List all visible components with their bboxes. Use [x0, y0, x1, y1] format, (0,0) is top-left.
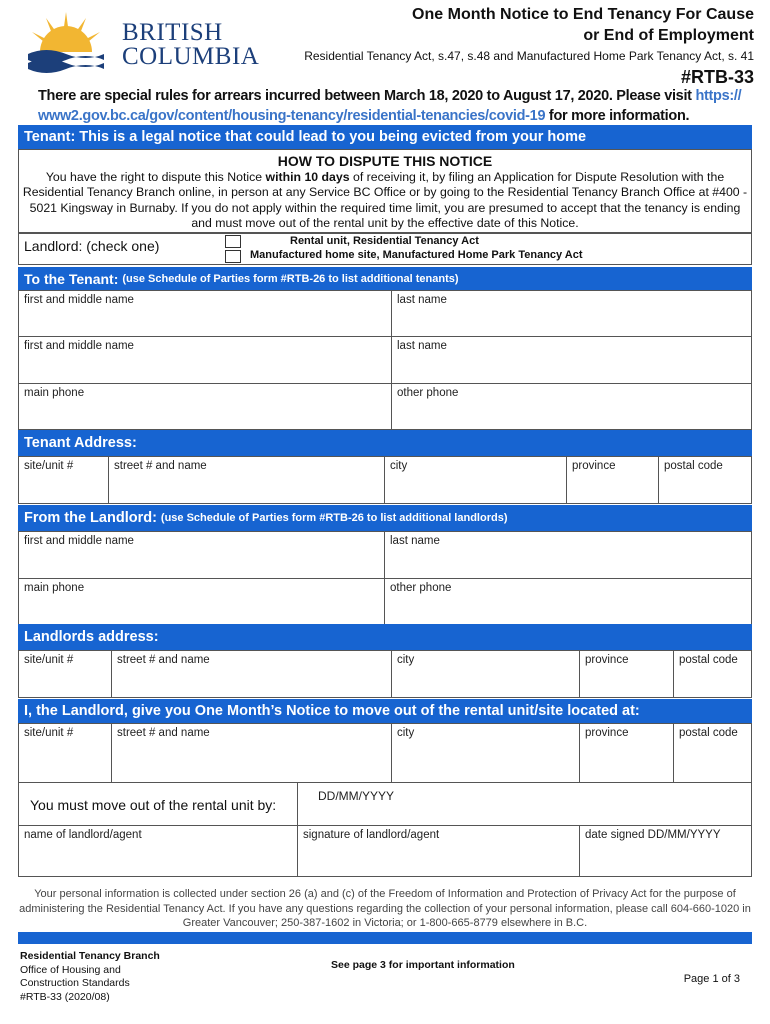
move-out-date-field[interactable]: DD/MM/YYYY — [297, 782, 752, 826]
tenant-section-title: To the Tenant: — [24, 270, 119, 287]
form-title-line2: or End of Employment — [583, 27, 754, 44]
tenant-postal-field[interactable]: postal code — [658, 456, 752, 504]
tenant-section-subtitle: (use Schedule of Parties form #RTB-26 to list additional tenants) — [122, 272, 459, 285]
landlord-section-title: From the Landlord: — [24, 510, 157, 526]
covid-link-part1[interactable]: https:// — [695, 88, 742, 104]
rental-postal-field[interactable]: postal code — [673, 723, 752, 783]
bc-sun-icon — [26, 8, 106, 74]
landlord-postal-field[interactable]: postal code — [673, 650, 752, 698]
rental-city-field[interactable]: city — [391, 723, 580, 783]
logo-text-british: BRITISH — [122, 19, 223, 46]
dispute-heading: HOW TO DISPUTE THIS NOTICE — [277, 153, 493, 169]
landlord-address-header: Landlords address: — [18, 624, 752, 650]
covid-notice-line1 — [38, 88, 741, 104]
tenant-city-field[interactable]: city — [384, 456, 567, 504]
tenant-address-header: Tenant Address: — [18, 430, 752, 456]
checkbox-manufactured-home[interactable] — [225, 250, 241, 263]
landlord-agent-name-field[interactable]: name of landlord/agent — [18, 825, 298, 877]
footer-see-page: See page 3 for important information — [331, 959, 515, 971]
landlord-other-phone-field[interactable]: other phone — [384, 578, 752, 625]
footer-office1: Office of Housing and — [20, 963, 121, 976]
landlord-province-field[interactable]: province — [579, 650, 674, 698]
landlord-first-name-field[interactable]: first and middle name — [18, 531, 385, 579]
landlord-city-field[interactable]: city — [391, 650, 580, 698]
covid-notice-line2 — [38, 108, 689, 124]
footer-office2: Construction Standards — [20, 977, 130, 990]
form-number: #RTB-33 — [680, 67, 754, 87]
covid-notice-after: for more information. — [545, 108, 690, 124]
landlord-type-label: Landlord: (check one) — [24, 238, 160, 254]
footer-org-block — [20, 950, 160, 1004]
rental-street-field[interactable]: street # and name — [111, 723, 392, 783]
landlord-site-unit-field[interactable]: site/unit # — [18, 650, 112, 698]
landlord-section-header — [18, 505, 752, 531]
landlord-section-subtitle: (use Schedule of Parties form #RTB-26 to list additional landlords) — [160, 512, 508, 524]
footer-bar — [18, 932, 752, 944]
dispute-body-bold: within 10 days — [265, 170, 350, 184]
rental-site-unit-field[interactable]: site/unit # — [18, 723, 112, 783]
landlord-signature-field[interactable]: signature of landlord/agent — [297, 825, 580, 877]
landlord-last-name-field[interactable]: last name — [384, 531, 752, 579]
dispute-body-text1: You have the right to dispute this Notice — [45, 170, 266, 184]
tenant1-first-name-field[interactable]: first and middle name — [18, 290, 392, 337]
notice-header: I, the Landlord, give you One Month’s Notice to move out of the rental unit/site located at: — [18, 699, 752, 723]
tenant-province-field[interactable]: province — [566, 456, 659, 504]
tenant2-first-name-field[interactable]: first and middle name — [18, 336, 392, 384]
checkbox-rental-unit[interactable] — [225, 235, 241, 248]
rental-province-field[interactable]: province — [579, 723, 674, 783]
covid-notice-text: There are special rules for arrears incurred between March 18, 2020 to August 17, 2020. Please visit — [38, 88, 696, 104]
dispute-body-text2: of receiving it, by filing an Application for Dispute Resolution with the Residential Tenancy Branch online, in person at any Service BC Office or by going to the Residential Tenancy Branch Office at #400 - 5021 Kingsway in Burnaby. If you do not apply within the required time limit, you are presumed to accept that the tenancy is ending and must move out of the rental unit by the effective date of this Notice. — [22, 170, 748, 231]
tenant-street-field[interactable]: street # and name — [108, 456, 385, 504]
tenant-main-phone-field[interactable]: main phone — [18, 383, 392, 430]
dispute-body — [22, 170, 748, 232]
tenant-site-unit-field[interactable]: site/unit # — [18, 456, 109, 504]
privacy-statement: Your personal information is collected under section 26 (a) and (c) of the Freedom of Information and Protection of Privacy Act for the purpose of administering the Residential Tenancy Act. If you have any questions regarding the collection of your personal information, please call 604-660-1020 in Greater Vancouver; 250-387-1602 in Victoria; or 1-800-665-8779 elsewhere in B.C. — [19, 888, 751, 929]
form-acts: Residential Tenancy Act, s.47, s.48 and Manufactured Home Park Tenancy Act, s. 41 — [304, 49, 754, 63]
legal-banner: Tenant: This is a legal notice that could lead to you being evicted from your home — [18, 125, 752, 149]
footer-form-rev: #RTB-33 (2020/08) — [20, 990, 110, 1003]
footer-page-number: Page 1 of 3 — [683, 973, 740, 985]
tenant-section-header — [18, 267, 752, 290]
tenant2-last-name-field[interactable]: last name — [391, 336, 752, 384]
option-manufactured-home: Manufactured home site, Manufactured Home Park Tenancy Act — [250, 249, 583, 261]
option-rental-unit: Rental unit, Residential Tenancy Act — [290, 235, 479, 247]
move-out-label: You must move out of the rental unit by: — [30, 797, 277, 813]
landlord-street-field[interactable]: street # and name — [111, 650, 392, 698]
landlord-main-phone-field[interactable]: main phone — [18, 578, 385, 625]
footer-org: Residential Tenancy Branch — [20, 950, 160, 962]
form-title-line1: One Month Notice to End Tenancy For Cause — [412, 6, 754, 23]
covid-link-part2[interactable]: www2.gov.bc.ca/gov/content/housing-tenancy/residential-tenancies/covid-19 — [38, 108, 546, 124]
date-signed-field[interactable]: date signed DD/MM/YYYY — [579, 825, 752, 877]
tenant-other-phone-field[interactable]: other phone — [391, 383, 752, 430]
tenant1-last-name-field[interactable]: last name — [391, 290, 752, 337]
bc-logo — [26, 8, 260, 74]
logo-text-columbia: COLUMBIA — [122, 43, 260, 70]
